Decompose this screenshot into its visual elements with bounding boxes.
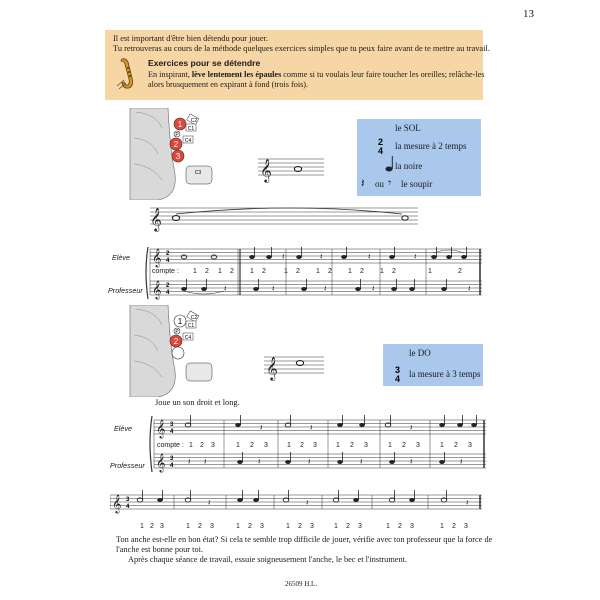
- svg-text:2: 2: [166, 251, 170, 257]
- count-3: 3: [416, 442, 420, 449]
- svg-text:4: 4: [378, 146, 384, 156]
- row-label-professeur-2: Professeur: [110, 461, 145, 470]
- svg-text:𝄽: 𝄽: [368, 252, 371, 261]
- body-rest: comme si tu voulais leur faire toucher les oreilles; relâche-les: [281, 70, 485, 79]
- sol-info-box: [357, 119, 481, 196]
- row-label-eleve-1: Elève: [112, 253, 130, 262]
- side-key-c4-label: C4: [184, 335, 192, 341]
- count-2: 2: [392, 268, 396, 275]
- count-2: 2: [150, 523, 154, 530]
- key-1-label: 1: [177, 120, 183, 129]
- count-1: 1: [193, 268, 197, 275]
- count-1: 1: [186, 523, 190, 530]
- sol-soupir-text: le soupir: [401, 179, 433, 189]
- svg-text:𝄽: 𝄽: [468, 284, 471, 293]
- body-prefix: En inspirant,: [148, 70, 192, 79]
- do-title: le DO: [409, 348, 431, 358]
- svg-text:𝄽: 𝄽: [466, 498, 469, 507]
- count-2: 2: [230, 268, 234, 275]
- key-3-label: 3: [175, 152, 181, 161]
- svg-text:𝄽: 𝄽: [224, 284, 227, 293]
- svg-text:𝄽: 𝄽: [204, 457, 207, 466]
- count-2: 2: [346, 523, 350, 530]
- svg-text:𝄽: 𝄽: [360, 457, 363, 466]
- exercise-title: Exercices pour se détendre: [148, 58, 261, 68]
- count-3: 3: [410, 523, 414, 530]
- svg-text:𝄽: 𝄽: [282, 252, 285, 261]
- treble-clef-icon: 𝄞: [266, 358, 278, 380]
- count-2: 2: [300, 442, 304, 449]
- svg-text:𝄞: 𝄞: [112, 496, 122, 513]
- spatula-keys: [186, 363, 212, 381]
- count-3: 3: [464, 523, 468, 530]
- do-note-staff: [264, 351, 326, 381]
- svg-text:𝄽: 𝄽: [410, 457, 413, 466]
- side-key-c1-label: C1: [187, 126, 195, 132]
- svg-text:𝄽: 𝄽: [460, 457, 463, 466]
- count-1: 1: [348, 268, 352, 275]
- svg-text:𝄽: 𝄽: [260, 423, 263, 432]
- count-2: 2: [398, 523, 402, 530]
- svg-text:𝄽: 𝄽: [306, 498, 309, 507]
- fingering-chart-do: [128, 305, 220, 397]
- treble-clef-icon: 𝄞: [150, 209, 162, 231]
- whole-note-end: [402, 216, 408, 221]
- svg-text:𝄽: 𝄽: [308, 457, 311, 466]
- tie-arc: [176, 208, 402, 214]
- treble-clef-icon: 𝄞: [260, 160, 272, 182]
- count-3: 3: [364, 442, 368, 449]
- side-key-c2-label: C2: [190, 315, 198, 321]
- count-1: 1: [286, 523, 290, 530]
- exercise-body-line-2: alors brusquement en expirant à fond (trois fois).: [148, 80, 309, 89]
- intro-box: [105, 30, 490, 100]
- time-signature-2-4-icon: [375, 136, 389, 156]
- count-1: 1: [284, 268, 288, 275]
- count-1: 1: [218, 268, 222, 275]
- page-number: 13: [523, 8, 534, 20]
- duet-score-do: [148, 412, 488, 476]
- count-1: 1: [388, 442, 392, 449]
- key-2-label: 2: [173, 140, 179, 149]
- svg-text:4: 4: [166, 290, 170, 296]
- time-signature-3-4-icon: [393, 364, 405, 384]
- footer-line-2: l'anche est bonne pour toi.: [116, 545, 203, 554]
- key-2-label: 2: [173, 337, 179, 346]
- count-2: 2: [200, 442, 204, 449]
- sol-noire-text: la noire: [395, 161, 423, 171]
- count-2: 2: [454, 442, 458, 449]
- quarter-rest-alt-icon: 𝄾: [388, 176, 392, 190]
- count-3: 3: [210, 523, 214, 530]
- count-3: 3: [468, 442, 472, 449]
- count-1: 1: [440, 442, 444, 449]
- svg-text:𝄽: 𝄽: [188, 457, 191, 466]
- count-2: 2: [350, 442, 354, 449]
- count-3: 3: [310, 523, 314, 530]
- do-info-box: [383, 344, 483, 386]
- svg-text:𝄽: 𝄽: [310, 423, 313, 432]
- count-1: 1: [334, 523, 338, 530]
- long-note-staff: [150, 202, 420, 232]
- count-1: 1: [189, 442, 193, 449]
- footer-line-1: Ton anche est-elle en bon état? Si cela te semble trop difficile de jouer, vérifie avec ton professeur que la force de: [116, 535, 493, 544]
- count-2: 2: [248, 523, 252, 530]
- saxophone-icon: [114, 56, 144, 92]
- count-2: 2: [458, 268, 462, 275]
- soupir-or: ou: [375, 179, 384, 189]
- count-1: 1: [428, 268, 432, 275]
- count-2: 2: [296, 268, 300, 275]
- count-2: 2: [298, 523, 302, 530]
- count-1: 1: [140, 523, 144, 530]
- count-2: 2: [452, 523, 456, 530]
- count-2: 2: [198, 523, 202, 530]
- svg-text:𝄽: 𝄽: [320, 252, 323, 261]
- svg-text:3: 3: [170, 456, 174, 462]
- svg-text:3: 3: [170, 422, 174, 428]
- svg-text:𝄽: 𝄽: [324, 284, 327, 293]
- svg-text:4: 4: [126, 504, 130, 510]
- key-p-label: P: [175, 132, 179, 138]
- count-2: 2: [262, 268, 266, 275]
- compte-label-2: compte :: [157, 442, 184, 449]
- side-key-c1-label: C1: [187, 323, 195, 329]
- compte-label-1: compte :: [152, 268, 179, 275]
- count-1: 1: [287, 442, 291, 449]
- fingering-chart-sol: [128, 108, 220, 200]
- final-exercise-staff: [110, 489, 484, 519]
- exercise-body-line-1: [148, 70, 485, 80]
- count-3: 3: [211, 442, 215, 449]
- row-label-eleve-2: Elève: [114, 424, 132, 433]
- sol-time-sig-text: la mesure à 2 temps: [395, 141, 467, 151]
- caption-do: Joue un son droit et long.: [155, 398, 240, 407]
- count-1: 1: [236, 523, 240, 530]
- body-bold: lève lentement les épaules: [191, 70, 282, 79]
- svg-text:2: 2: [378, 137, 384, 147]
- count-3: 3: [260, 523, 264, 530]
- row-label-professeur-1: Professeur: [108, 286, 143, 295]
- count-3: 3: [264, 442, 268, 449]
- count-2: 2: [328, 268, 332, 275]
- svg-text:𝄞: 𝄞: [152, 282, 162, 299]
- key-3: [172, 347, 184, 359]
- count-3: 3: [160, 523, 164, 530]
- footer-line-3: Après chaque séance de travail, essuie soigneusement l'anche, le bec et l'instrument.: [128, 555, 407, 564]
- key-p-label: P: [175, 329, 179, 335]
- count-1: 1: [336, 442, 340, 449]
- svg-text:𝄞: 𝄞: [156, 455, 166, 472]
- svg-text:4: 4: [166, 258, 170, 264]
- svg-text:𝄽: 𝄽: [258, 457, 261, 466]
- svg-text:𝄞: 𝄞: [152, 250, 162, 267]
- svg-text:2: 2: [166, 283, 170, 289]
- spatula-key-c3-label: C3: [194, 170, 202, 176]
- side-key-c2-label: C2: [190, 118, 198, 124]
- svg-text:𝄽: 𝄽: [208, 498, 211, 507]
- count-1: 1: [380, 268, 384, 275]
- quarter-note-icon: [385, 155, 395, 173]
- count-3: 3: [358, 523, 362, 530]
- sol-note-staff: [258, 153, 326, 183]
- svg-text:𝄽: 𝄽: [272, 284, 275, 293]
- count-1: 1: [250, 268, 254, 275]
- svg-text:3: 3: [126, 497, 130, 503]
- count-2: 2: [402, 442, 406, 449]
- svg-text:4: 4: [170, 463, 174, 469]
- count-1: 1: [440, 523, 444, 530]
- sol-title: le SOL: [395, 123, 421, 133]
- count-1: 1: [236, 442, 240, 449]
- count-2: 2: [250, 442, 254, 449]
- svg-text:3: 3: [395, 365, 401, 375]
- count-3: 3: [313, 442, 317, 449]
- svg-text:4: 4: [170, 429, 174, 435]
- count-2: 2: [205, 268, 209, 275]
- do-time-sig-text: la mesure à 3 temps: [409, 369, 481, 379]
- side-key-c4-label: C4: [184, 138, 192, 144]
- count-1: 1: [386, 523, 390, 530]
- catalog-number: 26509 H.L.: [285, 580, 318, 588]
- intro-line-1: Il est important d'être bien détendu pour jouer.: [113, 34, 269, 43]
- svg-text:𝄽: 𝄽: [372, 284, 375, 293]
- intro-line-2: Tu retrouveras au cours de la méthode quelques exercices simples que tu peux faire avant de te mettre au travail.: [113, 44, 490, 53]
- count-2: 2: [360, 268, 364, 275]
- quarter-rest-icon: 𝄽: [361, 176, 365, 190]
- count-1: 1: [316, 268, 320, 275]
- svg-text:𝄽: 𝄽: [410, 423, 413, 432]
- svg-text:4: 4: [395, 374, 401, 384]
- key-1-label: 1: [177, 317, 183, 326]
- svg-text:𝄞: 𝄞: [156, 421, 166, 438]
- svg-text:𝄽: 𝄽: [414, 252, 417, 261]
